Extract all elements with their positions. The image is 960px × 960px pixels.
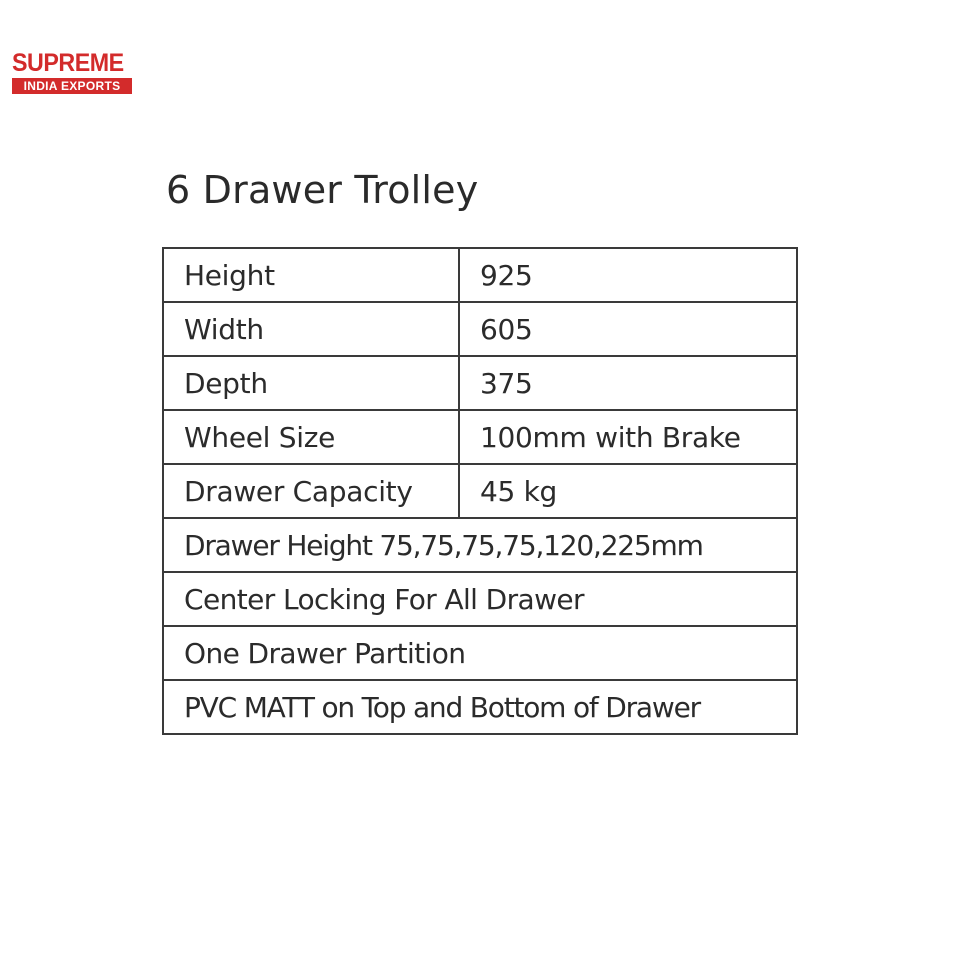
spec-value: 925	[459, 248, 797, 302]
table-row	[163, 356, 797, 410]
table-row	[163, 410, 797, 464]
spec-label: Width	[163, 302, 459, 356]
table-row	[163, 464, 797, 518]
spec-value: 375	[459, 356, 797, 410]
spec-label: Wheel Size	[163, 410, 459, 464]
brand-logo	[12, 50, 132, 94]
spec-label: Height	[163, 248, 459, 302]
table-row	[163, 626, 797, 680]
spec-value: 100mm with Brake	[459, 410, 797, 464]
table-row	[163, 680, 797, 734]
spec-table	[162, 247, 798, 735]
brand-name: SUPREME	[12, 49, 124, 77]
feature-row-text: One Drawer Partition	[163, 626, 797, 680]
table-row	[163, 302, 797, 356]
spec-label: Drawer Capacity	[163, 464, 459, 518]
feature-row-text: Drawer Height 75,75,75,75,120,225mm	[163, 518, 797, 572]
page-title: 6 Drawer Trolley	[166, 168, 479, 212]
feature-row-text: PVC MATT on Top and Bottom of Drawer	[163, 680, 797, 734]
feature-row-text: Center Locking For All Drawer	[163, 572, 797, 626]
table-row	[163, 518, 797, 572]
spec-label: Depth	[163, 356, 459, 410]
spec-value: 605	[459, 302, 797, 356]
table-row	[163, 248, 797, 302]
spec-value: 45 kg	[459, 464, 797, 518]
brand-tagline: INDIA EXPORTS	[12, 78, 132, 94]
table-row	[163, 572, 797, 626]
